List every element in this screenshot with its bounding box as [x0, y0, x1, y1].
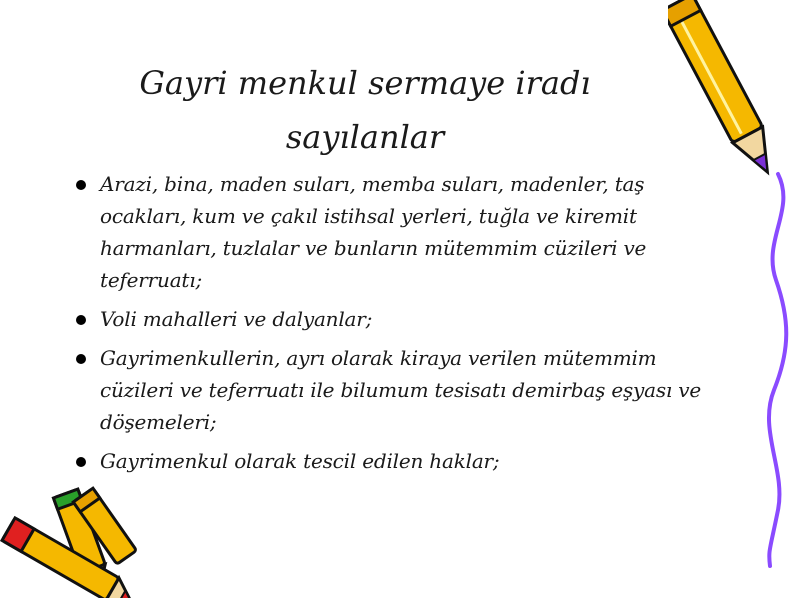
title-line-2: sayılanlar [285, 118, 445, 156]
bullet-text: Gayrimenkullerin, ayrı olarak kiraya verilen mütemmim cüzileri ve teferruatı ile bilumum tesisatı demirbaş eşyası ve döşemeleri; [100, 346, 702, 434]
bullet-item [70, 303, 730, 335]
squiggle-line-icon [752, 170, 800, 570]
bullet-item [70, 168, 730, 296]
bullet-text: Gayrimenkul olarak tescil edilen haklar; [100, 449, 500, 473]
bullet-item [70, 342, 730, 438]
bullet-dot-icon [76, 457, 86, 467]
bullet-dot-icon [76, 315, 86, 325]
bullet-item [70, 445, 730, 477]
bullet-text: Arazi, bina, maden suları, memba suları, madenler, taş ocakları, kum ve çakıl istihsal yerleri, tuğla ve kiremit harmanları, tuzlalar ve bunların mütemmim cüzileri ve teferruatı; [100, 172, 647, 292]
bullet-dot-icon [76, 354, 86, 364]
slide-title [110, 56, 620, 164]
bullet-list [70, 168, 730, 484]
crayons-bottom-left-icon [0, 480, 170, 598]
bullet-text: Voli mahalleri ve dalyanlar; [100, 307, 373, 331]
bullet-dot-icon [76, 180, 86, 190]
title-line-1: Gayri menkul sermaye iradı [139, 64, 591, 102]
